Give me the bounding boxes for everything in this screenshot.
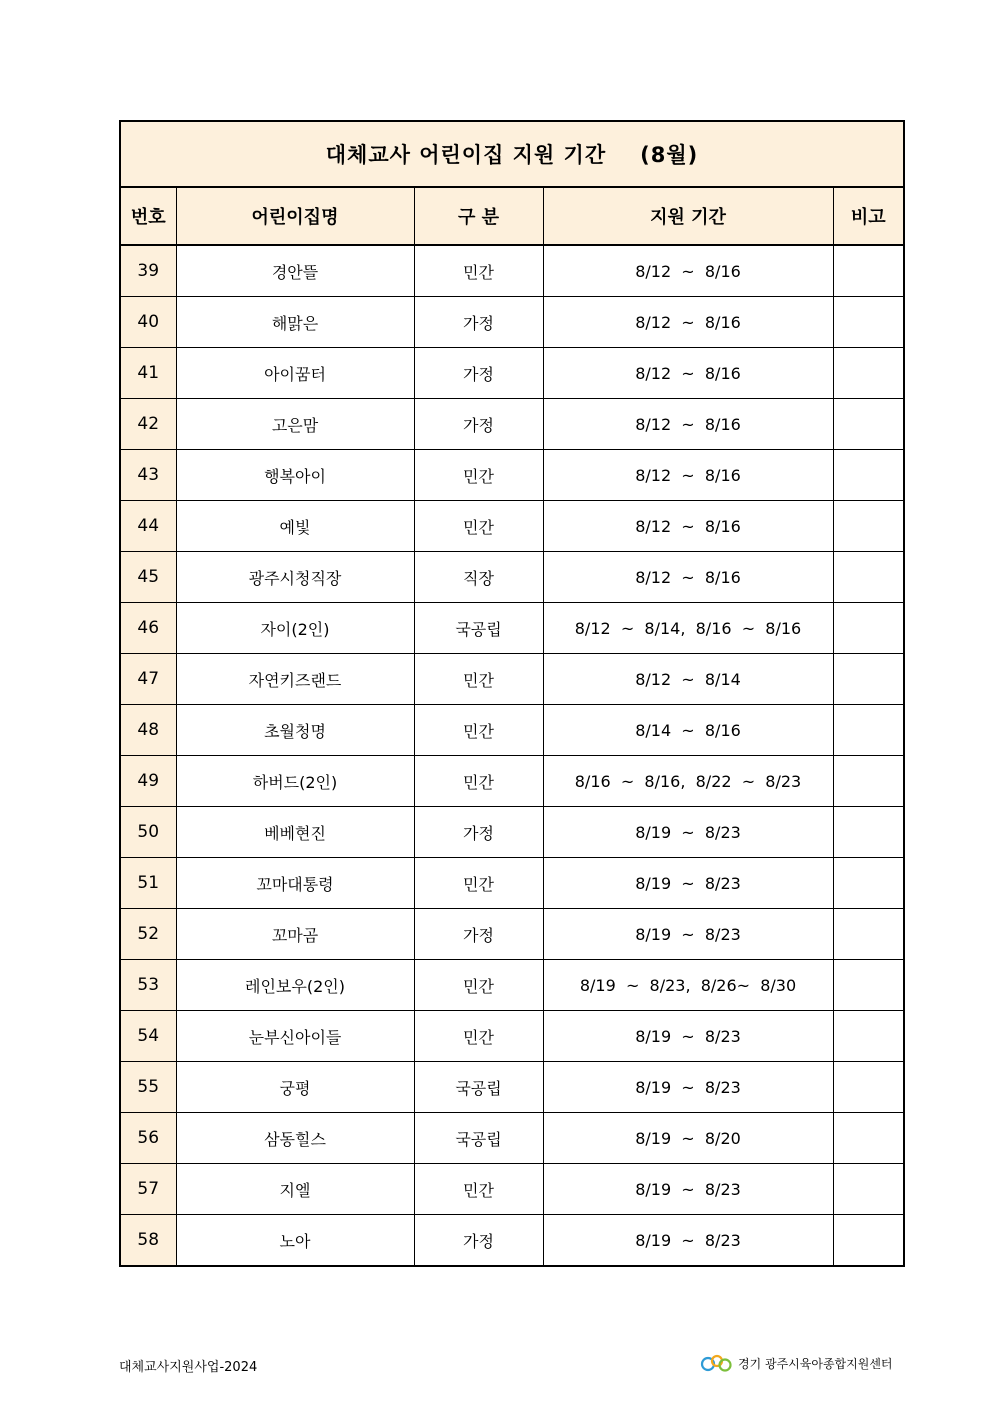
table-row (120, 960, 904, 1011)
row-note (833, 756, 904, 807)
row-type: 민간 (414, 450, 543, 501)
row-note (833, 1062, 904, 1113)
row-name: 아이꿈터 (176, 348, 414, 399)
row-period: 8/12 ~ 8/16 (543, 348, 833, 399)
header-name: 어린이집명 (176, 187, 414, 245)
table-row (120, 501, 904, 552)
row-number: 54 (120, 1011, 176, 1062)
row-number: 52 (120, 909, 176, 960)
row-type: 국공립 (414, 1113, 543, 1164)
row-period: 8/19 ~ 8/23 (543, 807, 833, 858)
row-number: 51 (120, 858, 176, 909)
footer-organization-name: 경기 광주시육아종합지원센터 (738, 1356, 893, 1371)
row-type: 국공립 (414, 603, 543, 654)
row-number: 40 (120, 297, 176, 348)
row-note (833, 807, 904, 858)
row-type: 민간 (414, 654, 543, 705)
row-period: 8/19 ~ 8/23 (543, 1164, 833, 1215)
row-type: 국공립 (414, 1062, 543, 1113)
row-note (833, 1011, 904, 1062)
row-name: 자이(2인) (176, 603, 414, 654)
row-number: 44 (120, 501, 176, 552)
footer-project-label: 대체교사지원사업-2024 (119, 1360, 258, 1375)
row-note (833, 348, 904, 399)
table-row (120, 245, 904, 297)
row-period: 8/19 ~ 8/23 (543, 858, 833, 909)
table-row (120, 756, 904, 807)
row-period: 8/19 ~ 8/23 (543, 1062, 833, 1113)
table-row (120, 1062, 904, 1113)
table-row (120, 297, 904, 348)
row-type: 민간 (414, 501, 543, 552)
row-number: 56 (120, 1113, 176, 1164)
row-note (833, 245, 904, 297)
row-name: 행복아이 (176, 450, 414, 501)
row-period: 8/12 ~ 8/14 (543, 654, 833, 705)
row-type: 가정 (414, 348, 543, 399)
row-period: 8/12 ~ 8/16 (543, 245, 833, 297)
row-number: 58 (120, 1215, 176, 1267)
table-row (120, 552, 904, 603)
title-month: (8월) (640, 143, 699, 167)
table-row (120, 450, 904, 501)
header-number: 번호 (120, 187, 176, 245)
footer-organization (700, 1353, 893, 1373)
row-note (833, 1164, 904, 1215)
row-note (833, 552, 904, 603)
row-name: 초월청명 (176, 705, 414, 756)
row-period: 8/16 ~ 8/16, 8/22 ~ 8/23 (543, 756, 833, 807)
row-note (833, 858, 904, 909)
table-body (120, 245, 904, 1266)
row-note (833, 297, 904, 348)
row-number: 47 (120, 654, 176, 705)
row-note (833, 399, 904, 450)
table-row (120, 399, 904, 450)
row-type: 민간 (414, 245, 543, 297)
row-period: 8/12 ~ 8/14, 8/16 ~ 8/16 (543, 603, 833, 654)
row-period: 8/19 ~ 8/23 (543, 1215, 833, 1267)
table-row (120, 909, 904, 960)
row-note (833, 603, 904, 654)
row-name: 베베현진 (176, 807, 414, 858)
row-name: 예빛 (176, 501, 414, 552)
header-note: 비고 (833, 187, 904, 245)
table-row (120, 1011, 904, 1062)
row-type: 가정 (414, 297, 543, 348)
row-note (833, 1113, 904, 1164)
header-period: 지원 기간 (543, 187, 833, 245)
row-number: 41 (120, 348, 176, 399)
row-name: 자연키즈랜드 (176, 654, 414, 705)
row-number: 48 (120, 705, 176, 756)
table-row (120, 1113, 904, 1164)
row-period: 8/12 ~ 8/16 (543, 501, 833, 552)
center-logo-icon (700, 1353, 734, 1373)
support-period-table (119, 120, 905, 1267)
row-name: 경안뜰 (176, 245, 414, 297)
row-name: 궁평 (176, 1062, 414, 1113)
row-name: 삼동힐스 (176, 1113, 414, 1164)
row-number: 50 (120, 807, 176, 858)
row-number: 45 (120, 552, 176, 603)
row-name: 눈부신아이들 (176, 1011, 414, 1062)
row-period: 8/12 ~ 8/16 (543, 297, 833, 348)
row-note (833, 501, 904, 552)
row-type: 가정 (414, 909, 543, 960)
table-header-row (120, 187, 904, 245)
row-name: 고은맘 (176, 399, 414, 450)
row-note (833, 909, 904, 960)
row-number: 57 (120, 1164, 176, 1215)
row-name: 꼬마곰 (176, 909, 414, 960)
table-row (120, 705, 904, 756)
row-type: 민간 (414, 756, 543, 807)
row-number: 43 (120, 450, 176, 501)
row-number: 53 (120, 960, 176, 1011)
row-number: 46 (120, 603, 176, 654)
row-note (833, 705, 904, 756)
row-type: 가정 (414, 399, 543, 450)
row-note (833, 450, 904, 501)
row-name: 노아 (176, 1215, 414, 1267)
row-number: 49 (120, 756, 176, 807)
row-type: 민간 (414, 960, 543, 1011)
row-name: 광주시청직장 (176, 552, 414, 603)
row-note (833, 1215, 904, 1267)
row-type: 민간 (414, 705, 543, 756)
table-title (120, 121, 904, 187)
row-period: 8/12 ~ 8/16 (543, 450, 833, 501)
table-row (120, 1164, 904, 1215)
title-text: 대체교사 어린이집 지원 기간 (325, 143, 607, 167)
row-note (833, 960, 904, 1011)
row-period: 8/12 ~ 8/16 (543, 399, 833, 450)
row-type: 민간 (414, 1011, 543, 1062)
row-period: 8/14 ~ 8/16 (543, 705, 833, 756)
table-row (120, 348, 904, 399)
row-type: 직장 (414, 552, 543, 603)
row-type: 민간 (414, 858, 543, 909)
row-name: 꼬마대통령 (176, 858, 414, 909)
row-period: 8/19 ~ 8/23 (543, 1011, 833, 1062)
row-period: 8/19 ~ 8/20 (543, 1113, 833, 1164)
row-type: 가정 (414, 1215, 543, 1267)
row-name: 해맑은 (176, 297, 414, 348)
row-number: 39 (120, 245, 176, 297)
table-row (120, 1215, 904, 1267)
row-name: 하버드(2인) (176, 756, 414, 807)
table-title-row (120, 121, 904, 187)
row-type: 가정 (414, 807, 543, 858)
row-name: 레인보우(2인) (176, 960, 414, 1011)
table-row (120, 807, 904, 858)
table-row (120, 654, 904, 705)
table-row (120, 603, 904, 654)
row-period: 8/19 ~ 8/23 (543, 909, 833, 960)
row-type: 민간 (414, 1164, 543, 1215)
row-name: 지엘 (176, 1164, 414, 1215)
row-number: 55 (120, 1062, 176, 1113)
row-note (833, 654, 904, 705)
table-row (120, 858, 904, 909)
row-number: 42 (120, 399, 176, 450)
row-period: 8/12 ~ 8/16 (543, 552, 833, 603)
header-type: 구 분 (414, 187, 543, 245)
row-period: 8/19 ~ 8/23, 8/26~ 8/30 (543, 960, 833, 1011)
